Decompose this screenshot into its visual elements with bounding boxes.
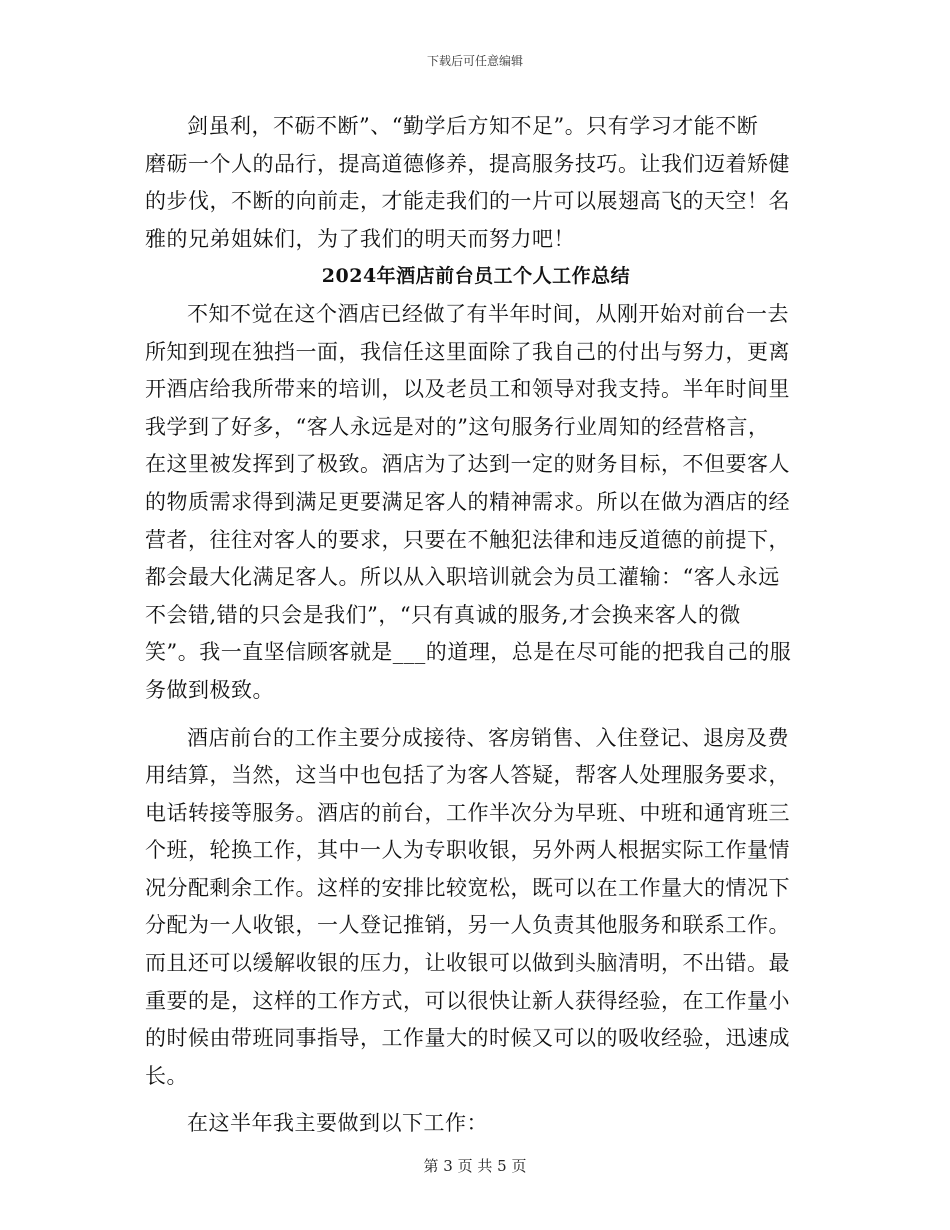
paragraph-line: 不会错,错的只会是我们”，“只有真诚的服务,才会换来客人的微 xyxy=(145,602,741,627)
paragraph-spacer xyxy=(145,710,807,720)
paragraph-line: 所知到现在独挡一面，我信任这里面除了我自己的付出与努力，更离 xyxy=(145,339,790,364)
paragraph-spacer xyxy=(145,1095,807,1105)
paragraph-line: 分配为一人收银，一人登记推销，另一人负责其他服务和联系工作。 xyxy=(145,913,790,938)
paragraph-line: 在这里被发挥到了极致。酒店为了达到一定的财务目标，不但要客人 xyxy=(145,452,790,477)
paragraph-line: 酒店前台的工作主要分成接待、客房销售、入住登记、退房及费 xyxy=(187,725,789,750)
paragraph-line: 的步伐，不断的向前走，才能走我们的一片可以展翅高飞的天空！名 xyxy=(145,189,790,214)
paragraph-line: 务做到极致。 xyxy=(145,677,274,702)
paragraph-3 xyxy=(145,1105,807,1143)
paragraph-line: 个班，轮换工作，其中一人为专职收银，另外两人根据实际工作量情 xyxy=(145,838,790,863)
paragraph-2 xyxy=(145,720,807,1096)
paragraph-line: 雅的兄弟姐妹们，为了我们的明天而努力吧！ xyxy=(145,226,575,251)
document-body xyxy=(145,108,807,1143)
paragraph-line: 磨砺一个人的品行，提高道德修养，提高服务技巧。让我们迈着矫健 xyxy=(145,151,790,176)
paragraph-line: 的时候由带班同事指导，工作量大的时候又可以的吸收经验，迅速成 xyxy=(145,1026,790,1051)
paragraph-line: 电话转接等服务。酒店的前台，工作半次分为早班、中班和通宵班三 xyxy=(145,800,790,825)
document-title: 2024年酒店前台员工个人工作总结 xyxy=(321,265,631,288)
paragraph-line: 的物质需求得到满足更要满足客人的精神需求。所以在做为酒店的经 xyxy=(145,489,790,514)
paragraph-line: 营者，往往对客人的要求，只要在不触犯法律和违反道德的前提下， xyxy=(145,527,790,552)
paragraph-line: 况分配剩余工作。这样的安排比较宽松，既可以在工作量大的情况下 xyxy=(145,875,790,900)
paragraph-line: 都会最大化满足客人。所以从入职培训就会为员工灌输：“客人永远 xyxy=(145,565,780,590)
paragraph-line: 笑”。我一直坚信顾客就是___的道理，总是在尽可能的把我自己的服 xyxy=(145,640,792,665)
paragraph-line: 我学到了好多，“客人永远是对的”这句服务行业周知的经营格言， xyxy=(145,414,770,439)
paragraph-line: 长。 xyxy=(145,1063,188,1088)
paragraph-line: 不知不觉在这个酒店已经做了有半年时间，从刚开始对前台一去 xyxy=(187,301,789,326)
paragraph-line: 剑虽利，不砺不断”、“勤学后方知不足”。只有学习才能不断 xyxy=(187,114,759,138)
paragraph-line: 在这半年我主要做到以下工作： xyxy=(187,1111,488,1136)
page-number: 第 3 页 共 5 页 xyxy=(423,1157,527,1175)
page-header-note: 下载后可任意编辑 xyxy=(426,54,523,68)
paragraph-line: 重要的是，这样的工作方式，可以很快让新人获得经验，在工作量小 xyxy=(145,988,790,1013)
intro-paragraph xyxy=(145,108,807,258)
paragraph-line: 开酒店给我所带来的培训，以及老员工和领导对我支持。半年时间里 xyxy=(145,377,790,402)
paragraph-line: 用结算，当然，这当中也包括了为客人答疑，帮客人处理服务要求， xyxy=(145,763,790,788)
paragraph-line: 而且还可以缓解收银的压力，让收银可以做到头脑清明，不出错。最 xyxy=(145,951,790,976)
paragraph-1 xyxy=(145,296,807,710)
